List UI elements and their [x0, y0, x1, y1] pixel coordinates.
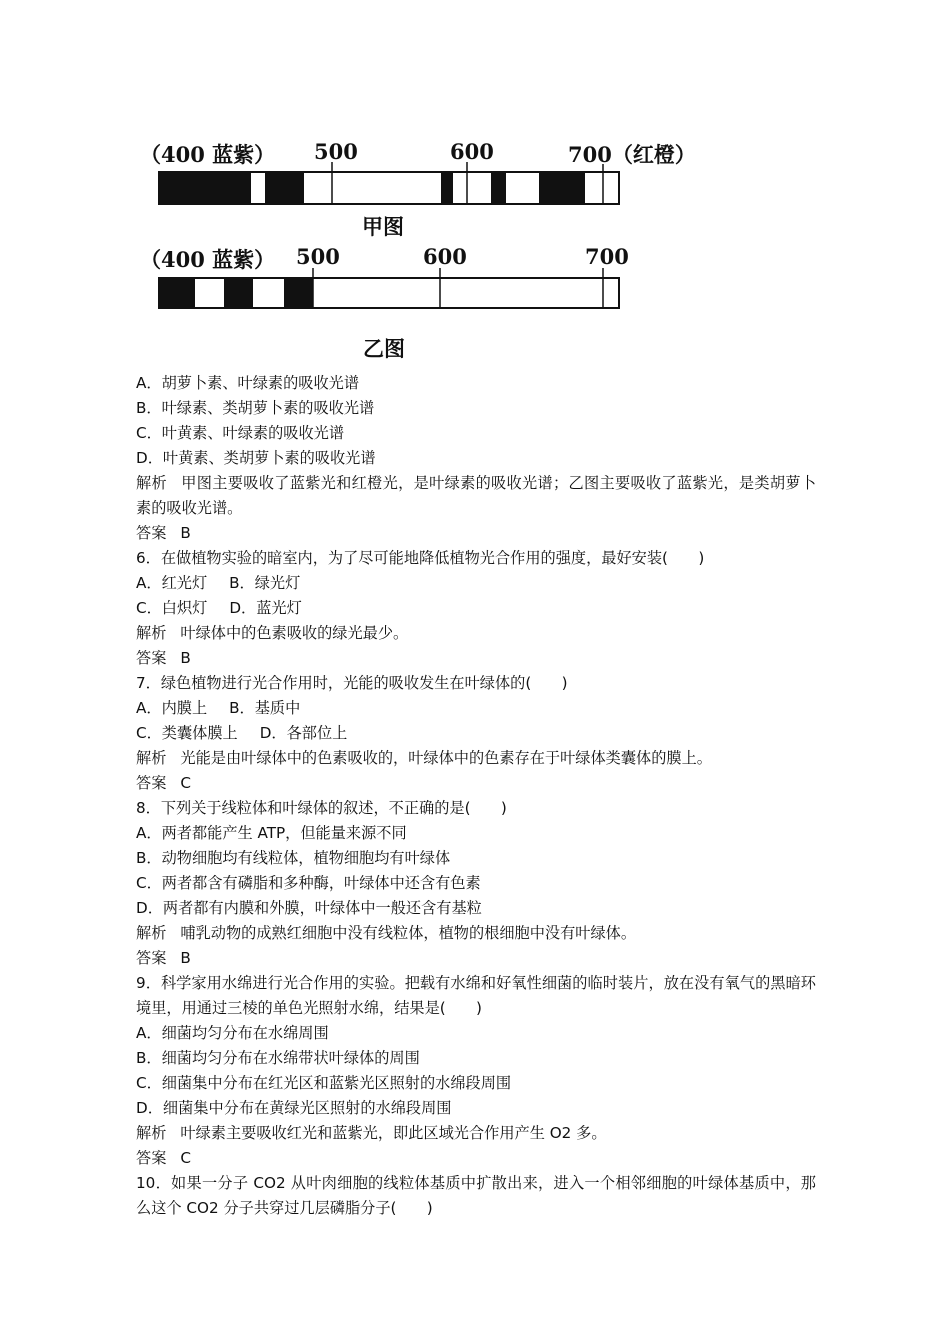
- q5-answer: [136, 521, 191, 546]
- q9-answer: [136, 1146, 191, 1171]
- q8-analysis: [136, 921, 636, 946]
- answer-value: C: [180, 1149, 191, 1167]
- q7-analysis: [136, 746, 712, 771]
- q7-stem: 7．绿色植物进行光合作用时，光能的吸收发生在叶绿体的( ): [136, 674, 568, 692]
- answer-label: 答案: [136, 774, 167, 792]
- q8-option-d: D．两者都有内膜和外膜，叶绿体中一般还含有基粒: [136, 899, 482, 917]
- figure-a-tick-label-500: 500: [314, 139, 358, 164]
- analysis-label: 解析: [136, 749, 167, 767]
- answer-label: 答案: [136, 524, 167, 542]
- q6-option-b: B．绿光灯: [229, 574, 301, 592]
- figure-a-left-label: （400 蓝紫）: [140, 142, 276, 167]
- q5-option-c: C．叶黄素、叶绿素的吸收光谱: [136, 424, 345, 442]
- analysis-text: 光能是由叶绿体中的色素吸收的，叶绿体中的色素存在于叶绿体类囊体的膜上。: [180, 749, 712, 767]
- answer-label: 答案: [136, 649, 167, 667]
- q6-analysis: [136, 621, 408, 646]
- q6-options-row-2: [136, 596, 302, 621]
- answer-label: 答案: [136, 1149, 167, 1167]
- figure-a-right-label: 700（红橙）: [568, 142, 696, 167]
- figure-b-caption: 乙图: [363, 336, 405, 361]
- analysis-text: 甲图主要吸收了蓝紫光和红橙光，是叶绿素的吸收光谱；乙图主要吸收了蓝紫光，是类胡萝卜素的吸收光谱。: [136, 474, 817, 517]
- figure-b-left-label: （400 蓝紫）: [140, 247, 276, 272]
- q5-option-b: B．叶绿素、类胡萝卜素的吸收光谱: [136, 399, 375, 417]
- answer-value: B: [180, 524, 191, 542]
- q7-answer: [136, 771, 191, 796]
- q7-option-b: B．基质中: [229, 699, 301, 717]
- figure-b-tick-label-500: 500: [296, 244, 340, 269]
- q9-option-a: A．细菌均匀分布在水绵周围: [136, 1024, 329, 1042]
- bar-b-band-3: [284, 278, 313, 308]
- figure-b-tick-label-600: 600: [423, 244, 467, 269]
- analysis-label: 解析: [136, 1124, 167, 1142]
- analysis-text: 叶绿体中的色素吸收的绿光最少。: [180, 624, 409, 642]
- analysis-label: 解析: [136, 924, 167, 942]
- figure-b-tick-label-700: 700: [585, 244, 629, 269]
- bar-b-band-1: [159, 278, 195, 308]
- q9-option-d: D．细菌集中分布在黄绿光区照射的水绵段周围: [136, 1099, 452, 1117]
- q8-option-c: C．两者都含有磷脂和多种酶，叶绿体中还含有色素: [136, 874, 481, 892]
- analysis-label: 解析: [136, 474, 167, 492]
- q9-stem: 9．科学家用水绵进行光合作用的实验。把载有水绵和好氧性细菌的临时装片，放在没有氧气的黑暗环境里，用通过三棱的单色光照射水绵，结果是( ): [136, 974, 816, 1017]
- q10-stem: 10．如果一分子 CO2 从叶肉细胞的线粒体基质中扩散出来，进入一个相邻细胞的叶绿体基质中，那么这个 CO2 分子共穿过几层磷脂分子( ): [136, 1174, 816, 1217]
- analysis-label: 解析: [136, 624, 167, 642]
- analysis-text: 叶绿素主要吸收红光和蓝紫光，即此区域光合作用产生 O2 多。: [180, 1124, 607, 1142]
- spectrum-figures: [0, 0, 950, 370]
- q7-option-d: D．各部位上: [259, 724, 348, 742]
- answer-value: B: [180, 649, 191, 667]
- q7-options-row-2: [136, 721, 347, 746]
- answer-value: C: [180, 774, 191, 792]
- q5-option-a: A．胡萝卜素、叶绿素的吸收光谱: [136, 374, 360, 392]
- bar-a-band-5: [539, 172, 585, 204]
- q8-stem: 8．下列关于线粒体和叶绿体的叙述，不正确的是( ): [136, 799, 507, 817]
- q6-option-d: D．蓝光灯: [229, 599, 302, 617]
- bar-a-band-4: [491, 172, 506, 204]
- bar-b-band-2: [224, 278, 253, 308]
- q8-option-b: B．动物细胞均有线粒体，植物细胞均有叶绿体: [136, 849, 451, 867]
- q9-analysis: [136, 1121, 607, 1146]
- q6-answer: [136, 646, 191, 671]
- bar-a-band-1: [159, 172, 251, 204]
- q6-options-row-1: [136, 571, 300, 596]
- q8-option-a: A．两者都能产生 ATP，但能量来源不同: [136, 824, 407, 842]
- q7-options-row-1: [136, 696, 300, 721]
- q7-option-a: A．内膜上: [136, 699, 208, 717]
- analysis-text: 哺乳动物的成熟红细胞中没有线粒体，植物的根细胞中没有叶绿体。: [180, 924, 636, 942]
- spectrum-bar-b: [159, 268, 619, 308]
- answer-label: 答案: [136, 949, 167, 967]
- q7-option-c: C．类囊体膜上: [136, 724, 238, 742]
- q9-option-c: C．细菌集中分布在红光区和蓝紫光区照射的水绵段周围: [136, 1074, 512, 1092]
- q5-option-d: D．叶黄素、类胡萝卜素的吸收光谱: [136, 449, 376, 467]
- q5-analysis: [136, 471, 816, 521]
- q8-answer: [136, 946, 191, 971]
- figure-a-caption: 甲图: [362, 214, 404, 239]
- bar-a-band-2: [265, 172, 304, 204]
- q6-option-a: A．红光灯: [136, 574, 208, 592]
- q6-option-c: C．白炽灯: [136, 599, 208, 617]
- figure-a-tick-label-600: 600: [450, 139, 494, 164]
- q9-option-b: B．细菌均匀分布在水绵带状叶绿体的周围: [136, 1049, 420, 1067]
- q6-stem: 6．在做植物实验的暗室内，为了尽可能地降低植物光合作用的强度，最好安装( ): [136, 549, 705, 567]
- bar-a-band-3: [441, 172, 453, 204]
- answer-value: B: [180, 949, 191, 967]
